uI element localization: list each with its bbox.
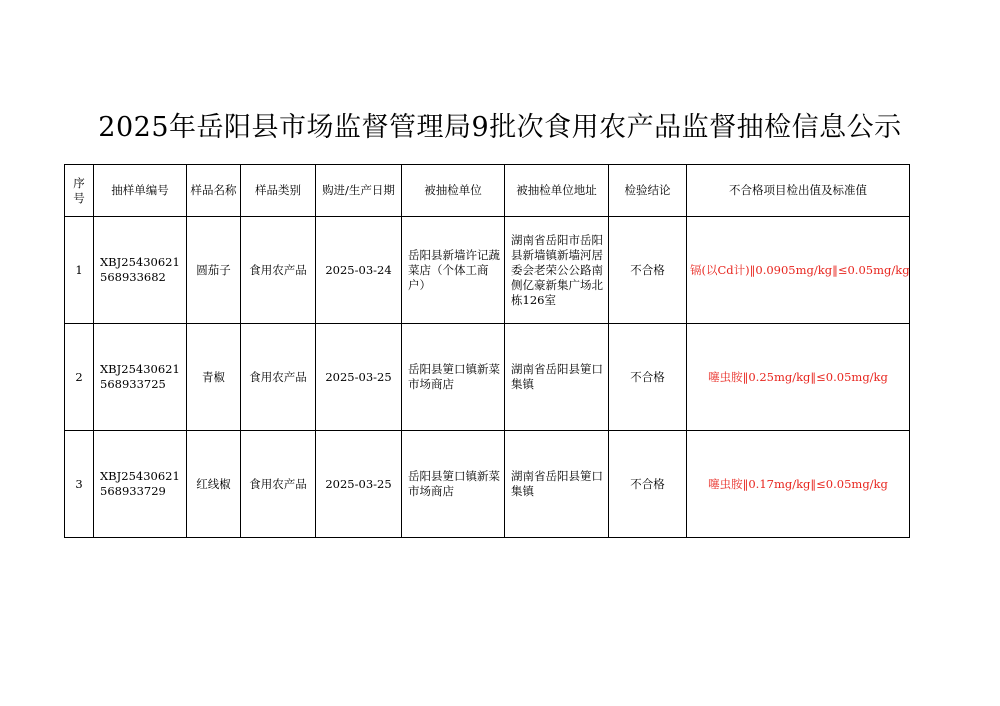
header-name: 样品名称	[187, 165, 241, 217]
header-unit: 被抽检单位	[402, 165, 505, 217]
cell-date: 2025-03-25	[316, 324, 402, 431]
cell-sample-category: 食用农产品	[241, 324, 316, 431]
cell-date: 2025-03-25	[316, 431, 402, 538]
cell-sample-category: 食用农产品	[241, 431, 316, 538]
cell-failed-item-detail: 噻虫胺‖0.25mg/kg‖≤0.05mg/kg	[687, 324, 910, 431]
cell-sample-name: 红线椒	[187, 431, 241, 538]
cell-failed-item-detail: 噻虫胺‖0.17mg/kg‖≤0.05mg/kg	[687, 431, 910, 538]
header-no: 序号	[65, 165, 94, 217]
cell-inspected-unit: 岳阳县筻口镇新菜市场商店	[402, 324, 505, 431]
page-title: 2025年岳阳县市场监督管理局9批次食用农产品监督抽检信息公示	[98, 112, 902, 143]
cell-sample-code: XBJ25430621568933682	[94, 217, 187, 324]
cell-unit-address: 湖南省岳阳市岳阳县新墙镇新墙河居委会老荣公公路南侧亿豪新集广场北栋126室	[505, 217, 609, 324]
cell-sample-name: 青椒	[187, 324, 241, 431]
table-row	[65, 324, 910, 431]
table-header-row	[65, 165, 910, 217]
header-code: 抽样单编号	[94, 165, 187, 217]
cell-result: 不合格	[609, 324, 687, 431]
cell-sample-category: 食用农产品	[241, 217, 316, 324]
cell-inspected-unit: 岳阳县筻口镇新菜市场商店	[402, 431, 505, 538]
cell-result: 不合格	[609, 431, 687, 538]
cell-no: 1	[65, 217, 94, 324]
cell-sample-code: XBJ25430621568933729	[94, 431, 187, 538]
cell-no: 3	[65, 431, 94, 538]
header-category: 样品类别	[241, 165, 316, 217]
cell-result: 不合格	[609, 217, 687, 324]
inspection-table	[64, 164, 910, 538]
cell-sample-name: 圆茄子	[187, 217, 241, 324]
header-date: 购进/生产日期	[316, 165, 402, 217]
table-row	[65, 431, 910, 538]
cell-sample-code: XBJ25430621568933725	[94, 324, 187, 431]
header-result: 检验结论	[609, 165, 687, 217]
cell-unit-address: 湖南省岳阳县筻口集镇	[505, 324, 609, 431]
header-address: 被抽检单位地址	[505, 165, 609, 217]
header-detail: 不合格项目检出值及标准值	[687, 165, 910, 217]
cell-unit-address: 湖南省岳阳县筻口集镇	[505, 431, 609, 538]
table-row	[65, 217, 910, 324]
cell-failed-item-detail: 镉(以Cd计)‖0.0905mg/kg‖≤0.05mg/kg	[687, 217, 910, 324]
cell-no: 2	[65, 324, 94, 431]
cell-date: 2025-03-24	[316, 217, 402, 324]
cell-inspected-unit: 岳阳县新墙许记蔬菜店（个体工商户）	[402, 217, 505, 324]
